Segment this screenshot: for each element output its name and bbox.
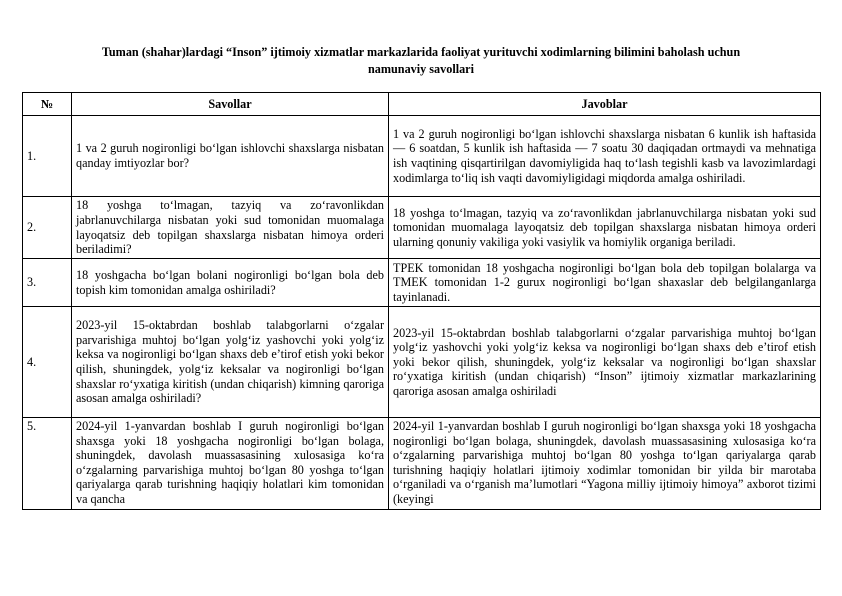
row-question: 2023-yil 15-oktabrdan boshlab talabgorlarni o‘zgalar parvarishiga muhtoj bo‘lgan yolg‘iz yashovchi yoki yolg‘iz keksa va nogironligi bo‘lgan shaxs deb e’tirof etish yoki bekor qilish, shuningdek, yolg‘iz keksalar va nogironligi bo‘lgan shaxslar ro‘yxatiga kiritish (undan chiqarish) kimning qaroriga asosan amalga oshiriladi? xyxy=(72,307,389,418)
table-row xyxy=(23,197,821,259)
row-question: 1 va 2 guruh nogironligi bo‘lgan ishlovchi shaxslarga nisbatan qanday imtiyozlar bor? xyxy=(72,116,389,197)
table-row xyxy=(23,307,821,418)
row-answer: 2023-yil 15-oktabrdan boshlab talabgorlarni o‘zgalar parvarishiga muhtoj bo‘lgan yolg‘iz yashovchi yoki yolg‘iz keksa va nogironligi bo‘lgan shaxs deb e’tirof etish yoki bekor qilish, shuningdek, yolg‘iz keksalar va nogironligi bo‘lgan shaxslar ro‘yxatiga kiritish (undan chiqarish) “Inson” ijtimoiy xizmatlar markazlarining qaroriga asosan amalga oshiriladi xyxy=(389,307,821,418)
header-answers: Javoblar xyxy=(389,93,821,116)
row-answer: 18 yoshga to‘lmagan, tazyiq va zo‘ravonlikdan jabrlanuvchilarga nisbatan yoki sud tomonidan muomalaga layoqatsiz deb topilgan shaxslarga nisbatan himoya orderi ularning qonuniy vakiliga yoki vasiylik va homiylik organiga beriladi. xyxy=(389,197,821,259)
table-header-row xyxy=(23,93,821,116)
row-answer: TPEK tomonidan 18 yoshgacha nogironligi bo‘lgan bola deb topilgan bolalarga va TMEK tomonidan 1-2 gurux nogironligi bo‘lgan shaxaslar deb belgilanganlarga tayinlanadi. xyxy=(389,259,821,307)
table-row xyxy=(23,418,821,510)
header-questions: Savollar xyxy=(72,93,389,116)
row-number: 5. xyxy=(23,418,72,510)
document-title xyxy=(30,44,812,78)
table-row xyxy=(23,259,821,307)
document-title-line-1: Tuman (shahar)lardagi “Inson” ijtimoiy xizmatlar markazlarida faoliyat yurituvchi xodimlarning bilimini baholash uchun xyxy=(101,45,741,59)
questions-table xyxy=(22,92,821,510)
table-row xyxy=(23,116,821,197)
document-title-line-2: namunaviy savollari xyxy=(368,62,474,76)
row-number: 1. xyxy=(23,116,72,197)
row-question: 18 yoshgacha bo‘lgan bolani nogironligi bo‘lgan bola deb topish kim tomonidan amalga oshiriladi? xyxy=(72,259,389,307)
row-number: 3. xyxy=(23,259,72,307)
row-number: 4. xyxy=(23,307,72,418)
row-answer: 2024-yil 1-yanvardan boshlab I guruh nogironligi bo‘lgan shaxsga yoki 18 yoshgacha nogironligi bo‘lgan bolaga, shuningdek, davolash muassasasining xulosasiga ko‘ra o‘zgalarning parvarishiga muhtoj bo‘lgan 80 yoshga to‘lgan qariyalarga qarab turishning haqiqiy holatlari ijtimoiy xodimlar tomonidan bir yilda bir marotaba o‘rganiladi va o‘rganish ma’lumotlari “Yagona milliy ijtimoiy himoya” axborot tizimi (keyingi xyxy=(389,418,821,510)
row-question: 2024-yil 1-yanvardan boshlab I guruh nogironligi bo‘lgan shaxsga yoki 18 yoshgacha nogironligi bo‘lgan bolaga, shuningdek, davolash muassasasining xulosasiga ko‘ra o‘zgalarning parvarishiga muhtoj bo‘lgan 80 yoshga to‘lgan qariyalarga qarab turishning haqiqiy holatlari kim tomonidan va qancha xyxy=(72,418,389,510)
row-number: 2. xyxy=(23,197,72,259)
row-question: 18 yoshga to‘lmagan, tazyiq va zo‘ravonlikdan jabrlanuvchilarga nisbatan yoki sud tomonidan muomalaga layoqatsiz deb topilgan shaxslarga nisbatan himoya orderi beriladimi? xyxy=(72,197,389,259)
row-answer: 1 va 2 guruh nogironligi bo‘lgan ishlovchi shaxslarga nisbatan 6 kunlik ish haftasida — 6 soatdan, 5 kunlik ish haftasida — 7 soatu 30 daqiqadan ortmaydi va mehnatiga ish vaqtining qisqartirilgan davomiyligida haq to‘lash tegishli kasb va lavozimlardagi xodimlarga to‘liq ish vaqti davomiyligidagi miqdorda amalga oshiriladi. xyxy=(389,116,821,197)
header-number: № xyxy=(23,93,72,116)
